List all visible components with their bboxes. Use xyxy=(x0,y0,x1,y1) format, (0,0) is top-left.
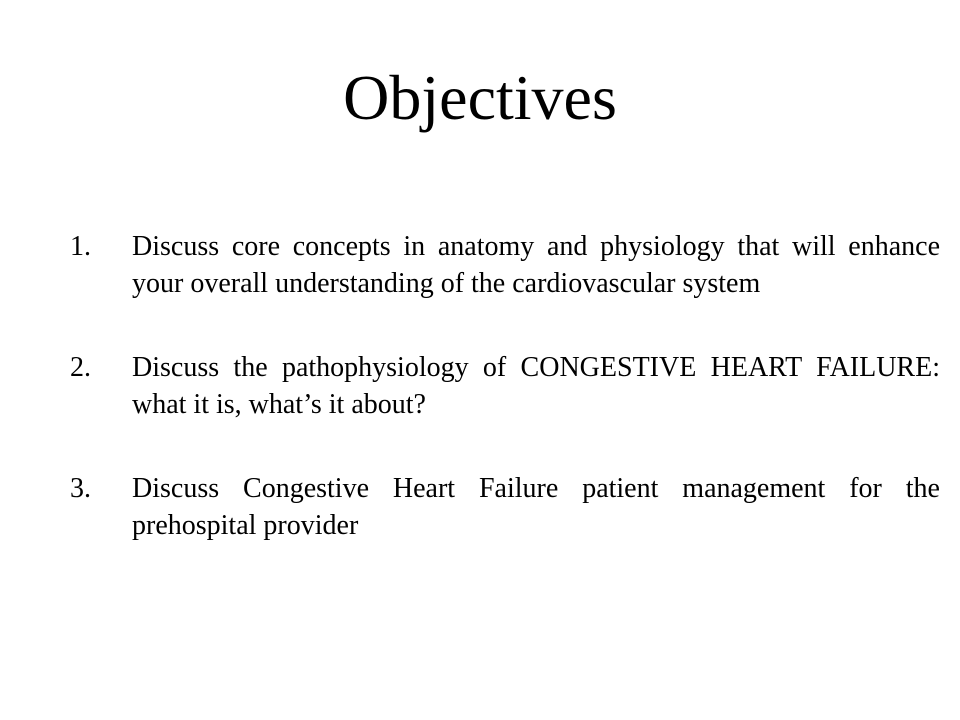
objective-item-1 xyxy=(70,228,940,302)
objectives-list xyxy=(70,228,940,544)
objective-number: 2. xyxy=(70,352,91,383)
objective-text: Discuss core concepts in anatomy and physiology that will enhance your overall understanding of the cardiovascular system xyxy=(132,231,940,299)
objective-number: 1. xyxy=(70,231,91,262)
slide-title: Objectives xyxy=(343,62,617,133)
objective-text: Discuss Congestive Heart Failure patient management for the prehospital provider xyxy=(132,473,940,541)
objective-number: 3. xyxy=(70,473,91,504)
objective-item-3 xyxy=(70,470,940,544)
objective-item-2 xyxy=(70,349,940,423)
objective-text: Discuss the pathophysiology of CONGESTIVE HEART FAILURE: what it is, what’s it about? xyxy=(132,352,940,420)
